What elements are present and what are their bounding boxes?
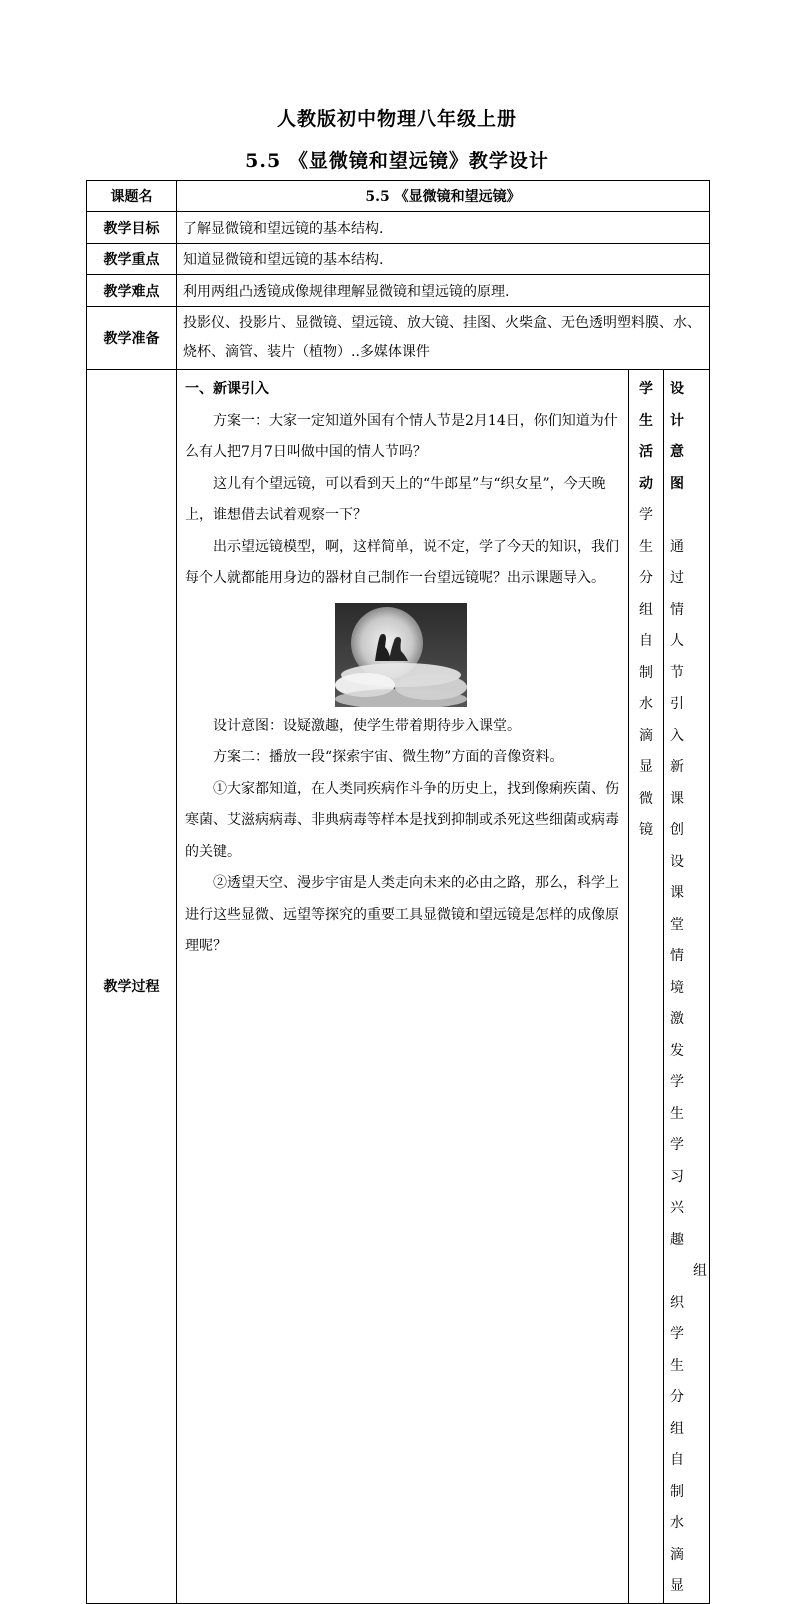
paragraph-1: 方案一：大家一定知道外国有个情人节是2月14日，你们知道为什么有人把7月7日叫做中国的情人节吗？ (185, 412, 618, 460)
prep-value: 投影仪、投影片、显微镜、望远镜、放大镜、挂图、火柴盒、无色透明塑料膜、水、烧杯、滴管、装片（植物）..多媒体课件 (177, 307, 710, 370)
row-focus (87, 244, 710, 275)
student-char: 学 (639, 507, 653, 523)
intent-line: 趣 (670, 1231, 684, 1248)
moon-couple-image (335, 603, 467, 707)
intent-line: 堂情 (670, 916, 691, 964)
paragraph-5: 方案二：播放一段“探索宇宙、微生物”方面的音像资料。 (213, 749, 564, 765)
intent-tail-line: 织学 (670, 1294, 691, 1342)
student-activity-column (629, 370, 664, 1604)
focus-value: 知道显微镜和望远镜的基本结构. (177, 244, 710, 275)
student-char: 滴 (639, 727, 653, 744)
row-prep (87, 307, 710, 370)
intent-tail-line: 组自 (670, 1420, 691, 1468)
section-title: 一、新课引入 (185, 381, 269, 397)
prep-label: 教学准备 (87, 307, 177, 370)
row-process (87, 370, 710, 1604)
goal-value: 了解显微镜和望远镜的基本结构. (177, 212, 710, 244)
paragraph-2: 这儿有个望远镜，可以看到天上的“牛郎星”与“织女星”，今天晚上，谁想借去试着观察一下？ (185, 475, 606, 523)
focus-label: 教学重点 (87, 244, 177, 275)
intent-gap (670, 500, 707, 532)
intent-line: 入新 (670, 727, 691, 775)
qixi-moon-illustration (335, 603, 467, 707)
intent-tail-line: 生分 (670, 1357, 691, 1405)
process-label: 教学过程 (87, 370, 177, 1604)
goal-label: 教学目标 (87, 212, 177, 244)
topic-value: 5.5 《显微镜和望远镜》 (177, 181, 710, 212)
student-char: 制 (639, 664, 653, 681)
intent-line: 生学 (670, 1105, 691, 1153)
process-content (177, 370, 629, 1604)
student-char: 组 (639, 601, 653, 618)
paragraph-3: 出示望远镜模型，啊，这样简单，说不定，学了今天的知识，我们每个人就都能用身边的器材自己制作一台望远镜呢？出示课题导入。 (185, 538, 619, 586)
design-intent-column (664, 370, 710, 1604)
student-char: 分 (639, 570, 653, 586)
intent-line: 课创 (670, 790, 691, 838)
student-head-4: 动 (639, 475, 653, 492)
intent-tail-first: 组 (693, 1263, 707, 1279)
topic-label: 课题名 (87, 181, 177, 212)
intent-line: 通过 (670, 538, 691, 586)
document-title: 人教版初中物理八年级上册 (276, 108, 517, 130)
intent-line: 节引 (670, 664, 691, 712)
intent-head-2: 意图 (670, 444, 691, 492)
intent-tail-line: 滴显 (670, 1546, 691, 1594)
paragraph-6: ①大家都知道，在人类同疾病作斗争的历史上，找到像痢疾菌、伤寒菌、艾滋病病毒、非典病毒等样本是找到抑制或杀死这些细菌或病毒的关键。 (185, 780, 619, 860)
intent-line: 发学 (670, 1042, 691, 1090)
student-char: 自 (639, 633, 653, 649)
document-subtitle: 5.5 《显微镜和望远镜》教学设计 (245, 150, 549, 172)
row-difficulty (87, 275, 710, 307)
student-char: 镜 (639, 822, 653, 838)
paragraph-7: ②透望天空、漫步宇宙是人类走向未来的必由之路，那么，科学上进行这些显微、远望等探究的重要工具显微镜和望远镜是怎样的成像原理呢？ (185, 875, 619, 954)
difficulty-value: 利用两组凸透镜成像规律理解显微镜和望远镜的原理. (177, 275, 710, 307)
row-topic (87, 181, 710, 212)
paragraph-4: 设计意图：设疑激趣，使学生带着期待步入课堂。 (213, 717, 521, 734)
student-head-3: 活 (639, 444, 653, 460)
student-head-1: 学 (639, 381, 653, 397)
lesson-plan-table (86, 180, 710, 1604)
intent-tail-line: 制水 (670, 1483, 691, 1531)
student-char: 生 (639, 538, 653, 555)
intent-line: 情人 (670, 601, 691, 649)
row-goal (87, 212, 710, 244)
difficulty-label: 教学难点 (87, 275, 177, 307)
student-char: 微 (639, 790, 653, 807)
intent-line: 习兴 (670, 1168, 691, 1216)
student-char: 显 (639, 759, 653, 775)
student-char: 水 (639, 696, 653, 712)
intent-line: 境激 (670, 979, 691, 1027)
intent-head-1: 设计 (670, 381, 691, 429)
student-head-2: 生 (639, 412, 653, 429)
intent-line: 设课 (670, 853, 691, 901)
